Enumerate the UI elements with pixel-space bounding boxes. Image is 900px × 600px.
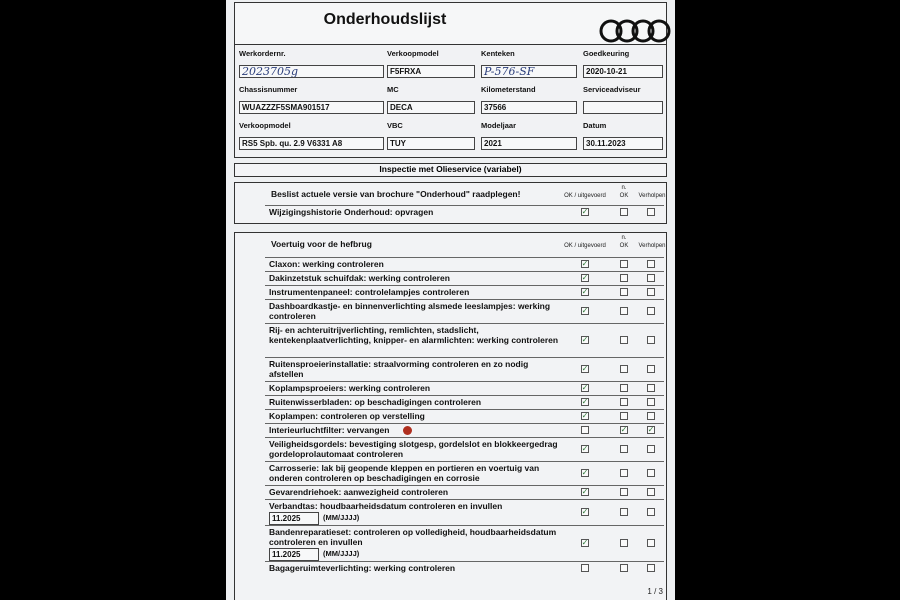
- checkbox-verh: [647, 208, 655, 216]
- section-lift: [234, 232, 667, 600]
- checkbox-verh: [647, 488, 655, 496]
- row-divider: [265, 285, 664, 286]
- checkbox-nok: ✓: [620, 425, 628, 434]
- column-verholpen: Verholpen: [638, 193, 666, 199]
- field-value-mc: DECA: [387, 101, 475, 114]
- checkbox-ok: [581, 564, 589, 572]
- field-label-modeljaar: Modeljaar: [481, 121, 517, 130]
- column-nok-ok: OK: [619, 193, 629, 199]
- checkbox-nok: [620, 564, 628, 572]
- row-divider: [265, 461, 664, 462]
- checklist-row-label: Dashboardkastje- en binnenverlichting alsmede leeslampjes: werking controleren: [269, 301, 551, 321]
- vehicle-info: [234, 44, 667, 158]
- checklist-row-label: Ruitenwisserbladen: op beschadigingen controleren: [269, 397, 482, 407]
- checklist-row-label: Gevarendriehoek: aanwezigheid controleren: [269, 487, 449, 497]
- row-divider: [265, 485, 664, 486]
- column-nok-n: n.: [621, 185, 627, 191]
- checkbox-ok: ✓: [581, 383, 589, 392]
- field-value-verkoopmodel: F5FRXA: [387, 65, 475, 78]
- field-label-mc: MC: [387, 85, 399, 94]
- column-nok-ok: OK: [619, 243, 629, 249]
- checkbox-nok: [620, 274, 628, 282]
- checklist-row-label: Verbandtas: houdbaarheidsdatum controleren en invullen: [269, 501, 503, 511]
- column-nok-n: n.: [621, 235, 627, 241]
- checkbox-verh: [647, 412, 655, 420]
- row-divider: [265, 299, 664, 300]
- checkbox-verh: [647, 260, 655, 268]
- row-divider: [265, 525, 664, 526]
- checkbox-nok: [620, 288, 628, 296]
- checkbox-nok: [620, 307, 628, 315]
- checkbox-ok: ✓: [581, 487, 589, 496]
- field-label-chassis: Chassisnummer: [239, 85, 298, 94]
- row-divider: [265, 381, 664, 382]
- row-divider: [265, 257, 664, 258]
- checkbox-ok: ✓: [581, 287, 589, 296]
- field-value-werkorder: 2023705g: [239, 65, 384, 78]
- field-label-km: Kilometerstand: [481, 85, 536, 94]
- checklist-row-label: Bagageruimteverlichting: werking controleren: [269, 563, 456, 573]
- field-value-kenteken: P-576-SF: [481, 65, 577, 78]
- checklist-row-label: Dakinzetstuk schuifdak: werking controleren: [269, 273, 450, 283]
- checkbox-verh: [647, 384, 655, 392]
- checklist-row-label: Instrumentenpaneel: controlelampjes controleren: [269, 287, 470, 297]
- checkbox-verh: [647, 398, 655, 406]
- four-rings-logo: [599, 19, 671, 47]
- row-divider: [265, 561, 664, 562]
- checkbox-ok: ✓: [581, 411, 589, 420]
- checkbox-verh: [647, 307, 655, 315]
- checklist-row-label: Ruitensproeierinstallatie: straalvorming controleren en zo nodig afstellen: [269, 359, 529, 379]
- header-box: [234, 2, 667, 46]
- checkbox-nok: [620, 260, 628, 268]
- checkbox-nok: [620, 365, 628, 373]
- row-divider: [265, 271, 664, 272]
- checkbox-ok: ✓: [581, 335, 589, 344]
- checklist-row-label: Rij- en achteruitrijverlichting, remlichten, stadslicht, kentekenplaatverlichting, knipper- en alarmlichten: werking controleren: [269, 325, 559, 345]
- checkbox-verh: [647, 539, 655, 547]
- row-divider: [265, 395, 664, 396]
- date-field: 11.2025: [269, 548, 319, 561]
- page-title: Onderhoudslijst: [323, 11, 447, 28]
- field-value-verkoopmodel2: RS5 Spb. qu. 2.9 V6331 A8: [239, 137, 384, 150]
- field-value-vbc: TUY: [387, 137, 475, 150]
- checklist-row-label: Wijzigingshistorie Onderhoud: opvragen: [269, 207, 434, 217]
- checkbox-verh: [647, 564, 655, 572]
- checkbox-verh: [647, 274, 655, 282]
- field-value-datum: 30.11.2023: [583, 137, 663, 150]
- section-heading: Beslist actuele versie van brochure "Onderhoud" raadplegen!: [271, 189, 521, 199]
- red-marker-dot: [403, 426, 412, 435]
- row-divider: [265, 357, 664, 358]
- row-divider: [265, 205, 664, 206]
- row-divider: [265, 323, 664, 324]
- checkbox-ok: ✓: [581, 273, 589, 282]
- checkbox-nok: [620, 208, 628, 216]
- field-label-kenteken: Kenteken: [481, 49, 515, 58]
- checkbox-nok: [620, 508, 628, 516]
- field-label-datum: Datum: [583, 121, 607, 130]
- row-divider: [265, 437, 664, 438]
- checkbox-ok: ✓: [581, 207, 589, 216]
- field-value-goedkeuring: 2020-10-21: [583, 65, 663, 78]
- checkbox-ok: [581, 426, 589, 434]
- section-brochure: [234, 182, 667, 224]
- checkbox-ok: ✓: [581, 468, 589, 477]
- checkbox-ok: ✓: [581, 259, 589, 268]
- checkbox-nok: [620, 384, 628, 392]
- checkbox-verh: [647, 508, 655, 516]
- field-label-servicead: Serviceadviseur: [583, 85, 641, 94]
- field-label-werkorder: Werkordernr.: [239, 49, 286, 58]
- date-field: 11.2025: [269, 512, 319, 525]
- maintenance-sheet: [226, 0, 675, 600]
- checklist-row-label: Bandenreparatieset: controleren op volledigheid, houdbaarheidsdatum controleren en invullen: [269, 527, 557, 547]
- checklist-row-label: Claxon: werking controleren: [269, 259, 384, 269]
- checkbox-ok: ✓: [581, 397, 589, 406]
- field-label-verkoopmodel: Verkoopmodel: [387, 49, 439, 58]
- row-divider: [265, 423, 664, 424]
- checkbox-ok: ✓: [581, 364, 589, 373]
- checkbox-verh: ✓: [647, 425, 655, 434]
- checklist-row-label: Koplampsproeiers: werking controleren: [269, 383, 431, 393]
- field-value-modeljaar: 2021: [481, 137, 577, 150]
- checklist-row-label: Koplampen: controleren op verstelling: [269, 411, 425, 421]
- checkbox-nok: [620, 488, 628, 496]
- field-value-servicead: [583, 101, 663, 114]
- checkbox-verh: [647, 336, 655, 344]
- checkbox-nok: [620, 469, 628, 477]
- field-label-goedkeuring: Goedkeuring: [583, 49, 630, 58]
- column-ok: OK / uitgevoerd: [564, 243, 606, 249]
- checkbox-nok: [620, 398, 628, 406]
- checkbox-ok: ✓: [581, 538, 589, 547]
- field-label-vbc: VBC: [387, 121, 403, 130]
- checkbox-ok: ✓: [581, 306, 589, 315]
- service-type-band: Inspectie met Olieservice (variabel): [234, 163, 667, 177]
- checkbox-ok: ✓: [581, 444, 589, 453]
- page-number: 1 / 3: [647, 587, 663, 596]
- checkbox-verh: [647, 445, 655, 453]
- field-label-verkoopmodel2: Verkoopmodel: [239, 121, 291, 130]
- checkbox-verh: [647, 365, 655, 373]
- row-divider: [265, 409, 664, 410]
- field-value-km: 37566: [481, 101, 577, 114]
- date-format: (MM/JJJJ): [323, 549, 360, 558]
- column-ok: OK / uitgevoerd: [564, 193, 606, 199]
- date-format: (MM/JJJJ): [323, 513, 360, 522]
- checkbox-verh: [647, 469, 655, 477]
- checkbox-verh: [647, 288, 655, 296]
- checkbox-ok: ✓: [581, 507, 589, 516]
- checklist-row-label: Interieurluchtfilter: vervangen: [269, 425, 390, 435]
- section-heading: Voertuig voor de hefbrug: [271, 239, 372, 249]
- column-verholpen: Verholpen: [638, 243, 666, 249]
- checkbox-nok: [620, 539, 628, 547]
- field-value-chassis: WUAZZZF5SMA901517: [239, 101, 384, 114]
- checklist-row-label: Carrosserie: lak bij geopende kleppen en portieren en voertuig van onderen controleren op beschadigingen en corrosie: [269, 463, 540, 483]
- checkbox-nok: [620, 445, 628, 453]
- checkbox-nok: [620, 336, 628, 344]
- row-divider: [265, 499, 664, 500]
- checkbox-nok: [620, 412, 628, 420]
- checklist-row-label: Veiligheidsgordels: bevestiging slotgesp, gordelslot en blokkeergedrag gordeloprolautomaat controleren: [269, 439, 558, 459]
